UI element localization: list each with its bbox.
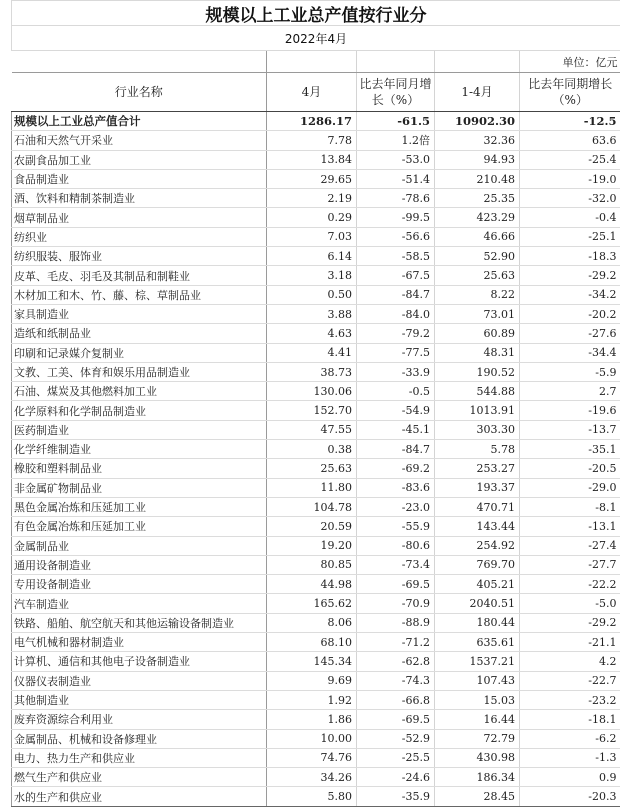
table-subtitle: 2022年4月	[11, 26, 620, 51]
april-yoy: -51.4	[357, 169, 435, 188]
ytd-yoy: -35.1	[520, 440, 620, 459]
april-yoy: -71.2	[357, 633, 435, 652]
row-name: 造纸和纸制品业	[12, 324, 267, 343]
row-name: 橡胶和塑料制品业	[12, 459, 267, 478]
ytd-yoy: -29.2	[520, 266, 620, 285]
april-yoy: -78.6	[357, 189, 435, 208]
april-value: 7.78	[267, 131, 357, 150]
april-yoy: -23.0	[357, 497, 435, 516]
ytd-value: 430.98	[435, 748, 520, 767]
header-industry: 行业名称	[12, 73, 267, 112]
table-row	[12, 324, 620, 343]
table-row	[12, 247, 620, 266]
ytd-value: 16.44	[435, 710, 520, 729]
row-name: 烟草制品业	[12, 208, 267, 227]
ytd-value: 46.66	[435, 227, 520, 246]
table-title: 规模以上工业总产值按行业分	[11, 0, 620, 26]
april-yoy: -84.0	[357, 304, 435, 323]
april-value: 104.78	[267, 497, 357, 516]
row-name: 金属制品、机械和设备修理业	[12, 729, 267, 748]
april-yoy: -88.9	[357, 613, 435, 632]
april-value: 0.50	[267, 285, 357, 304]
april-yoy: -69.5	[357, 575, 435, 594]
april-yoy: -62.8	[357, 652, 435, 671]
ytd-yoy: -0.4	[520, 208, 620, 227]
row-name: 印刷和记录媒介复制业	[12, 343, 267, 362]
april-value: 74.76	[267, 748, 357, 767]
april-value: 1.92	[267, 690, 357, 709]
table-row	[12, 671, 620, 690]
ytd-value: 143.44	[435, 517, 520, 536]
april-value: 44.98	[267, 575, 357, 594]
table-row	[12, 497, 620, 516]
april-value: 38.73	[267, 362, 357, 381]
ytd-yoy: -19.6	[520, 401, 620, 420]
ytd-value: 180.44	[435, 613, 520, 632]
april-yoy: -53.0	[357, 150, 435, 169]
april-yoy: -54.9	[357, 401, 435, 420]
april-value: 8.06	[267, 613, 357, 632]
ytd-yoy: 63.6	[520, 131, 620, 150]
ytd-yoy: -25.4	[520, 150, 620, 169]
ytd-yoy: -20.2	[520, 304, 620, 323]
april-value: 20.59	[267, 517, 357, 536]
ytd-value: 25.63	[435, 266, 520, 285]
ytd-value: 73.01	[435, 304, 520, 323]
table-row	[12, 362, 620, 381]
ytd-yoy: -29.0	[520, 478, 620, 497]
ytd-value: 94.93	[435, 150, 520, 169]
row-name: 文教、工美、体育和娱乐用品制造业	[12, 362, 267, 381]
ytd-yoy: -1.3	[520, 748, 620, 767]
ytd-yoy: -8.1	[520, 497, 620, 516]
table-row	[12, 517, 620, 536]
ytd-value: 10902.30	[435, 112, 520, 131]
april-value: 152.70	[267, 401, 357, 420]
april-yoy: 1.2倍	[357, 131, 435, 150]
april-yoy: -66.8	[357, 690, 435, 709]
ytd-value: 107.43	[435, 671, 520, 690]
april-value: 165.62	[267, 594, 357, 613]
ytd-yoy: -6.2	[520, 729, 620, 748]
row-name: 黑色金属冶炼和压延加工业	[12, 497, 267, 516]
ytd-value: 28.45	[435, 787, 520, 806]
row-name: 规模以上工业总产值合计	[12, 112, 267, 131]
ytd-yoy: -18.3	[520, 247, 620, 266]
table-row	[12, 459, 620, 478]
ytd-value: 1537.21	[435, 652, 520, 671]
table-row	[12, 575, 620, 594]
row-name: 汽车制造业	[12, 594, 267, 613]
ytd-value: 405.21	[435, 575, 520, 594]
row-name: 食品制造业	[12, 169, 267, 188]
april-value: 0.29	[267, 208, 357, 227]
ytd-value: 190.52	[435, 362, 520, 381]
unit-row	[12, 51, 620, 73]
april-value: 19.20	[267, 536, 357, 555]
ytd-yoy: -34.2	[520, 285, 620, 304]
row-name: 化学原料和化学制品制造业	[12, 401, 267, 420]
row-name: 专用设备制造业	[12, 575, 267, 594]
april-yoy: -84.7	[357, 440, 435, 459]
row-name: 燃气生产和供应业	[12, 768, 267, 787]
april-value: 5.80	[267, 787, 357, 806]
row-name: 木材加工和木、竹、藤、棕、草制品业	[12, 285, 267, 304]
row-name: 石油和天然气开采业	[12, 131, 267, 150]
april-value: 4.63	[267, 324, 357, 343]
ytd-value: 2040.51	[435, 594, 520, 613]
april-yoy: -99.5	[357, 208, 435, 227]
row-name: 铁路、船舶、航空航天和其他运输设备制造业	[12, 613, 267, 632]
april-yoy: -56.6	[357, 227, 435, 246]
april-yoy: -79.2	[357, 324, 435, 343]
ytd-yoy: -5.0	[520, 594, 620, 613]
ytd-yoy: -27.6	[520, 324, 620, 343]
table-row	[12, 768, 620, 787]
ytd-yoy: -19.0	[520, 169, 620, 188]
ytd-value: 48.31	[435, 343, 520, 362]
row-name: 非金属矿物制品业	[12, 478, 267, 497]
table-row	[12, 633, 620, 652]
ytd-yoy: 4.2	[520, 652, 620, 671]
table-row	[12, 594, 620, 613]
ytd-yoy: -27.4	[520, 536, 620, 555]
ytd-yoy: -18.1	[520, 710, 620, 729]
ytd-yoy: -5.9	[520, 362, 620, 381]
ytd-value: 60.89	[435, 324, 520, 343]
row-name: 家具制造业	[12, 304, 267, 323]
table-row	[12, 787, 620, 806]
table-row	[12, 729, 620, 748]
april-yoy: -84.7	[357, 285, 435, 304]
table-row	[12, 343, 620, 362]
header-row	[12, 73, 620, 112]
row-name: 电力、热力生产和供应业	[12, 748, 267, 767]
ytd-value: 769.70	[435, 555, 520, 574]
row-name: 石油、煤炭及其他燃料加工业	[12, 382, 267, 401]
table-row	[12, 690, 620, 709]
april-value: 1.86	[267, 710, 357, 729]
ytd-yoy: -27.7	[520, 555, 620, 574]
ytd-yoy: -25.1	[520, 227, 620, 246]
april-value: 2.19	[267, 189, 357, 208]
table-row	[12, 401, 620, 420]
april-yoy: -35.9	[357, 787, 435, 806]
april-value: 0.38	[267, 440, 357, 459]
april-yoy: -24.6	[357, 768, 435, 787]
table-row	[12, 169, 620, 188]
april-value: 34.26	[267, 768, 357, 787]
ytd-value: 210.48	[435, 169, 520, 188]
april-value: 3.88	[267, 304, 357, 323]
row-name: 纺织业	[12, 227, 267, 246]
row-name: 医药制造业	[12, 420, 267, 439]
header-april-yoy: 比去年同月增长（%）	[357, 73, 435, 112]
table-row	[12, 208, 620, 227]
row-name: 其他制造业	[12, 690, 267, 709]
ytd-yoy: -20.5	[520, 459, 620, 478]
row-name: 皮革、毛皮、羽毛及其制品和制鞋业	[12, 266, 267, 285]
ytd-value: 52.90	[435, 247, 520, 266]
table-row	[12, 189, 620, 208]
ytd-value: 254.92	[435, 536, 520, 555]
april-value: 6.14	[267, 247, 357, 266]
table-row	[12, 536, 620, 555]
ytd-value: 635.61	[435, 633, 520, 652]
table-row	[12, 382, 620, 401]
table-row	[12, 285, 620, 304]
row-name: 废弃资源综合利用业	[12, 710, 267, 729]
ytd-value: 15.03	[435, 690, 520, 709]
april-yoy: -69.5	[357, 710, 435, 729]
april-yoy: -52.9	[357, 729, 435, 748]
ytd-value: 186.34	[435, 768, 520, 787]
april-yoy: -61.5	[357, 112, 435, 131]
table-row	[12, 266, 620, 285]
row-name: 计算机、通信和其他电子设备制造业	[12, 652, 267, 671]
april-value: 1286.17	[267, 112, 357, 131]
row-name: 水的生产和供应业	[12, 787, 267, 806]
header-ytd-yoy: 比去年同期增长（%）	[520, 73, 620, 112]
row-name: 通用设备制造业	[12, 555, 267, 574]
row-name: 化学纤维制造业	[12, 440, 267, 459]
april-value: 145.34	[267, 652, 357, 671]
table-row	[12, 748, 620, 767]
april-value: 68.10	[267, 633, 357, 652]
row-name: 农副食品加工业	[12, 150, 267, 169]
ytd-yoy: -34.4	[520, 343, 620, 362]
ytd-yoy: 2.7	[520, 382, 620, 401]
ytd-yoy: -23.2	[520, 690, 620, 709]
ytd-value: 5.78	[435, 440, 520, 459]
ytd-value: 72.79	[435, 729, 520, 748]
april-yoy: -74.3	[357, 671, 435, 690]
april-yoy: -58.5	[357, 247, 435, 266]
row-name: 纺织服装、服饰业	[12, 247, 267, 266]
ytd-yoy: -32.0	[520, 189, 620, 208]
table-row	[12, 478, 620, 497]
ytd-value: 193.37	[435, 478, 520, 497]
table-row	[12, 131, 620, 150]
ytd-value: 25.35	[435, 189, 520, 208]
ytd-value: 32.36	[435, 131, 520, 150]
ytd-yoy: -20.3	[520, 787, 620, 806]
april-yoy: -80.6	[357, 536, 435, 555]
april-yoy: -45.1	[357, 420, 435, 439]
table-row	[12, 710, 620, 729]
april-yoy: -25.5	[357, 748, 435, 767]
april-value: 47.55	[267, 420, 357, 439]
april-value: 4.41	[267, 343, 357, 362]
april-yoy: -77.5	[357, 343, 435, 362]
ytd-yoy: -13.7	[520, 420, 620, 439]
table-row	[12, 652, 620, 671]
table-row	[12, 613, 620, 632]
row-name: 金属制品业	[12, 536, 267, 555]
ytd-yoy: -29.2	[520, 613, 620, 632]
unit-label: 单位：亿元	[520, 51, 620, 73]
ytd-yoy: 0.9	[520, 768, 620, 787]
april-value: 10.00	[267, 729, 357, 748]
april-value: 29.65	[267, 169, 357, 188]
table-row	[12, 555, 620, 574]
row-name: 仪器仪表制造业	[12, 671, 267, 690]
april-value: 11.80	[267, 478, 357, 497]
total-row	[12, 112, 620, 131]
ytd-value: 544.88	[435, 382, 520, 401]
ytd-yoy: -13.1	[520, 517, 620, 536]
april-value: 130.06	[267, 382, 357, 401]
april-yoy: -67.5	[357, 266, 435, 285]
ytd-value: 8.22	[435, 285, 520, 304]
april-yoy: -0.5	[357, 382, 435, 401]
row-name: 有色金属冶炼和压延加工业	[12, 517, 267, 536]
april-value: 13.84	[267, 150, 357, 169]
april-value: 9.69	[267, 671, 357, 690]
april-yoy: -70.9	[357, 594, 435, 613]
april-yoy: -33.9	[357, 362, 435, 381]
april-yoy: -69.2	[357, 459, 435, 478]
ytd-yoy: -21.1	[520, 633, 620, 652]
table-row	[12, 227, 620, 246]
april-yoy: -73.4	[357, 555, 435, 574]
industry-output-table	[11, 51, 620, 807]
april-value: 3.18	[267, 266, 357, 285]
ytd-value: 470.71	[435, 497, 520, 516]
ytd-value: 1013.91	[435, 401, 520, 420]
header-april: 4月	[267, 73, 357, 112]
table-row	[12, 150, 620, 169]
ytd-yoy: -12.5	[520, 112, 620, 131]
ytd-value: 423.29	[435, 208, 520, 227]
ytd-yoy: -22.7	[520, 671, 620, 690]
table-row	[12, 304, 620, 323]
ytd-yoy: -22.2	[520, 575, 620, 594]
april-yoy: -55.9	[357, 517, 435, 536]
row-name: 酒、饮料和精制茶制造业	[12, 189, 267, 208]
april-value: 25.63	[267, 459, 357, 478]
header-ytd: 1-4月	[435, 73, 520, 112]
table-row	[12, 440, 620, 459]
table-row	[12, 420, 620, 439]
april-value: 7.03	[267, 227, 357, 246]
ytd-value: 253.27	[435, 459, 520, 478]
ytd-value: 303.30	[435, 420, 520, 439]
april-value: 80.85	[267, 555, 357, 574]
april-yoy: -83.6	[357, 478, 435, 497]
row-name: 电气机械和器材制造业	[12, 633, 267, 652]
